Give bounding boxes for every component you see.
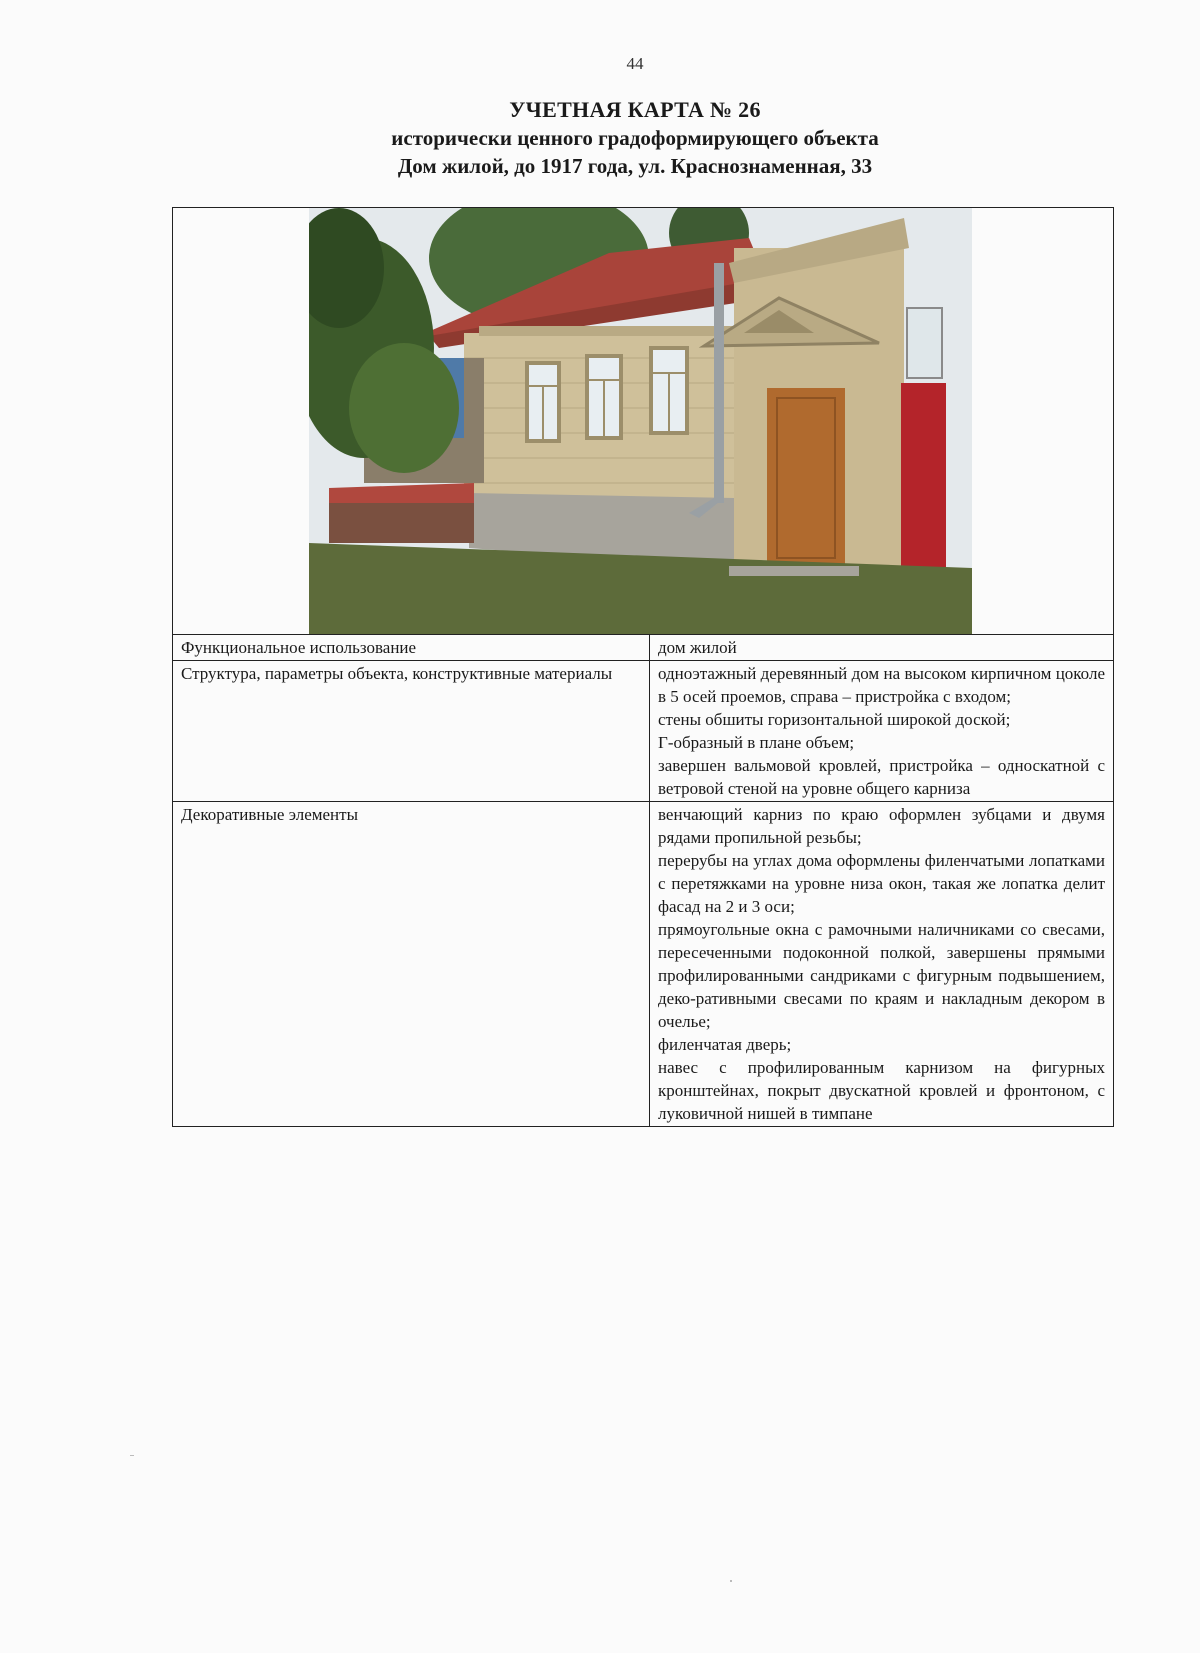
card-title: УЧЕТНАЯ КАРТА № 26 [509, 97, 761, 122]
value-line: филенчатая дверь; [658, 1035, 792, 1054]
row-label: Декоративные элементы [173, 802, 650, 1127]
record-card-table [172, 207, 1114, 1127]
table-row [173, 661, 1114, 802]
page-number: 44 [626, 54, 644, 73]
row-label: Структура, параметры объекта, конструктивные материалы [173, 661, 650, 802]
scan-artifact [730, 1580, 732, 1582]
value-line: прямоугольные окна с рамочными наличниками со свесами, пересеченными подоконной полкой, завершены прямыми профилированными сандриками с фигурным подвышением, деко-ративными свесами по краям и накладным декором в очелье; [658, 920, 1105, 1031]
card-subtitle: исторически ценного градоформирующего объекта [391, 126, 879, 150]
value-line: стены обшиты горизонтальной широкой доской; [658, 710, 1011, 729]
value-line: дом жилой [658, 638, 737, 657]
value-line: навес с профилированным карнизом на фигурных кронштейнах, покрыт двускатной кровлей и фронтоном, с луковичной нишей в тимпане [658, 1058, 1105, 1123]
value-line: Г-образный в плане объем; [658, 733, 855, 752]
photo-cell [173, 208, 1114, 635]
object-name: Дом жилой, до 1917 года, ул. Краснознаменная, 33 [397, 154, 873, 178]
table-row [173, 635, 1114, 661]
value-line: перерубы на углах дома оформлены филенчатыми лопатками с перетяжками на уровне низа окон, такая же лопатка делит фасад на 2 и 3 оси; [658, 851, 1105, 916]
value-line: завершен вальмовой кровлей, пристройка – односкатной с ветровой стеной на уровне общего карниза [658, 756, 1105, 798]
row-value [650, 635, 1114, 661]
house-photo [309, 208, 972, 634]
value-line: одноэтажный деревянный дом на высоком кирпичном цоколе в 5 осей проемов, справа – пристройка с входом; [658, 664, 1105, 706]
document-header [0, 96, 1200, 180]
table-row [173, 802, 1114, 1127]
row-label: Функциональное использование [173, 635, 650, 661]
scan-artifact [130, 1455, 134, 1456]
value-line: венчающий карниз по краю оформлен зубцами и двумя рядами пропильной резьбы; [658, 805, 1105, 847]
row-value [650, 802, 1114, 1127]
photo-row [173, 208, 1114, 635]
row-value [650, 661, 1114, 802]
